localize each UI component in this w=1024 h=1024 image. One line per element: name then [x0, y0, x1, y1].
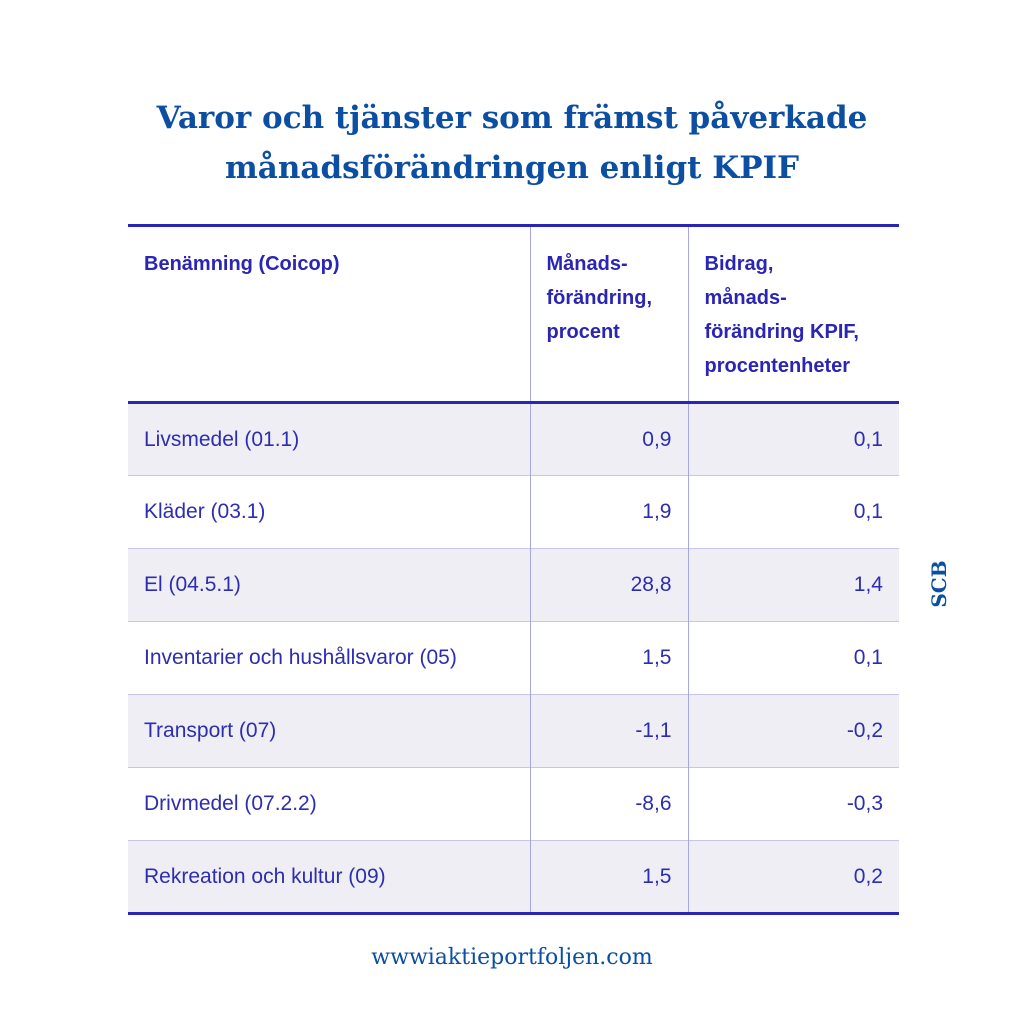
cell-name: Inventarier och hushållsvaror (05) [144, 646, 457, 669]
cell-contribution: 0,1 [688, 403, 899, 476]
source-label: SCB [927, 560, 951, 608]
cell-change: 1,5 [530, 622, 688, 695]
cell-contribution: -0,3 [688, 768, 899, 841]
kpif-table [128, 224, 899, 915]
cell-name: Livsmedel (01.1) [144, 427, 300, 451]
table-row [128, 622, 899, 695]
cell-change: -1,1 [530, 695, 688, 768]
cell-contribution: 0,1 [688, 622, 899, 695]
table-row [128, 476, 899, 549]
cell-contribution: 0,1 [688, 476, 899, 549]
table-row [128, 549, 899, 622]
header-contribution [688, 226, 899, 403]
table-row [128, 403, 899, 476]
table-header [128, 226, 899, 403]
cell-contribution: 1,4 [688, 549, 899, 622]
table-row [128, 695, 899, 768]
header-change-line: procent [546, 321, 620, 343]
header-change-line: förändring, [546, 287, 653, 309]
table-body [128, 403, 899, 914]
header-contribution-line: Bidrag, [704, 253, 774, 275]
cell-contribution: 0,2 [688, 841, 899, 914]
header-name [128, 226, 530, 403]
header-change [530, 226, 688, 403]
header-name-line: Benämning (Coicop) [144, 253, 340, 275]
cell-contribution: -0,2 [688, 695, 899, 768]
cell-name: Drivmedel (07.2.2) [144, 792, 317, 815]
table-row [128, 841, 899, 914]
header-contribution-line: månads- [704, 287, 787, 309]
cell-name: El (04.5.1) [144, 573, 241, 596]
title-line-1: Varor och tjänster som främst påverkade [156, 99, 868, 136]
header-change-line: Månads- [546, 253, 628, 275]
header-row [128, 226, 899, 403]
cell-name: Rekreation och kultur (09) [144, 864, 386, 888]
cell-change: 0,9 [530, 403, 688, 476]
cell-name: Kläder (03.1) [144, 500, 266, 523]
footer-url: wwwiaktieportfoljen.com [371, 945, 653, 970]
cell-change: 1,9 [530, 476, 688, 549]
cell-change: 28,8 [530, 549, 688, 622]
cell-change: -8,6 [530, 768, 688, 841]
title-line-2: månadsförändringen enligt KPIF [224, 149, 800, 186]
cell-change: 1,5 [530, 841, 688, 914]
header-contribution-line: procentenheter [704, 355, 851, 377]
table-row [128, 768, 899, 841]
header-contribution-line: förändring KPIF, [704, 321, 859, 343]
page-title [0, 93, 1024, 193]
cell-name: Transport (07) [144, 719, 277, 742]
